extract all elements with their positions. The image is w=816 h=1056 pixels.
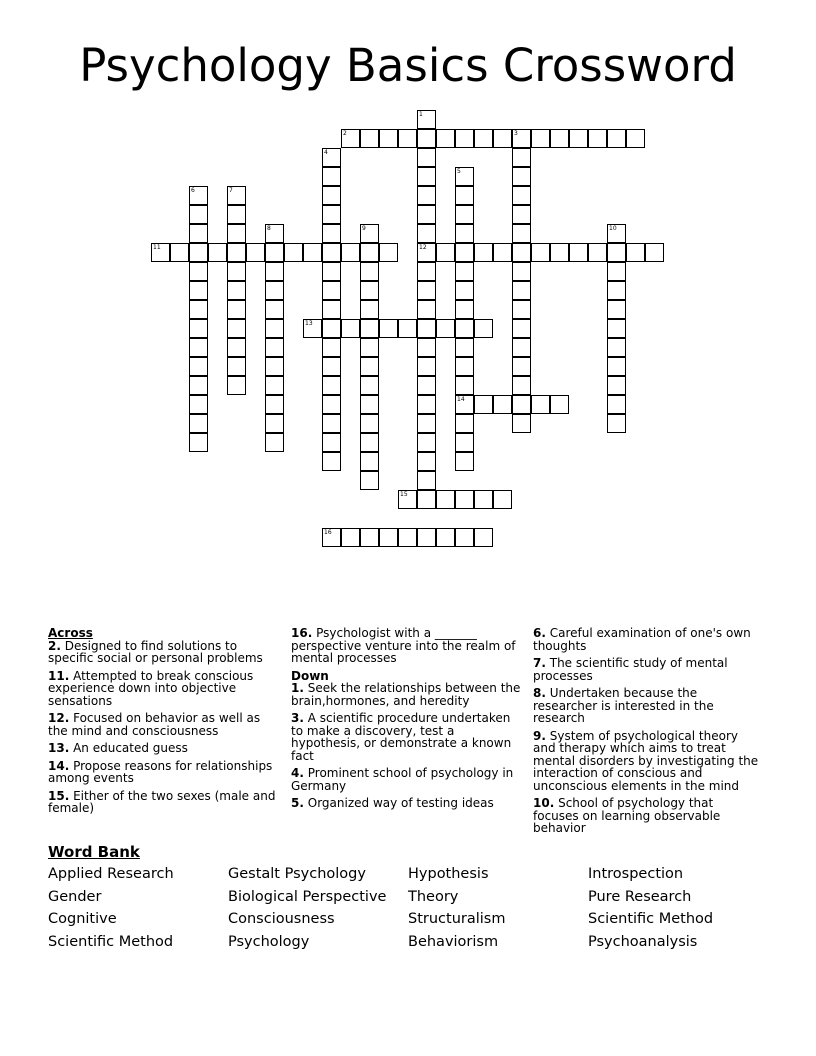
crossword-cell[interactable] <box>455 243 474 262</box>
crossword-cell[interactable] <box>398 490 417 509</box>
crossword-cell[interactable] <box>227 376 246 395</box>
word-bank-item: Cognitive <box>48 911 117 928</box>
clue-number: 16 <box>324 529 332 536</box>
crossword-cell[interactable] <box>455 129 474 148</box>
crossword-cell[interactable] <box>322 148 341 167</box>
crossword-cell[interactable] <box>512 243 531 262</box>
crossword-cell[interactable] <box>417 338 436 357</box>
crossword-cell[interactable] <box>474 129 493 148</box>
crossword-cell[interactable] <box>189 205 208 224</box>
crossword-cell[interactable] <box>417 205 436 224</box>
crossword-cell[interactable] <box>227 262 246 281</box>
crossword-cell[interactable] <box>607 338 626 357</box>
crossword-cell[interactable] <box>360 262 379 281</box>
clue-number: 6 <box>191 187 195 194</box>
crossword-cell[interactable] <box>550 395 569 414</box>
crossword-cell[interactable] <box>322 319 341 338</box>
crossword-cell[interactable] <box>360 357 379 376</box>
crossword-cell[interactable] <box>322 205 341 224</box>
crossword-cell[interactable] <box>512 281 531 300</box>
crossword-cell[interactable] <box>360 376 379 395</box>
crossword-cell[interactable] <box>227 338 246 357</box>
crossword-cell[interactable] <box>455 414 474 433</box>
crossword-cell[interactable] <box>474 490 493 509</box>
crossword-cell[interactable] <box>455 452 474 471</box>
crossword-cell[interactable] <box>512 205 531 224</box>
clue-number: 4 <box>324 149 328 156</box>
word-bank-item: Hypothesis <box>408 866 489 882</box>
crossword-cell[interactable] <box>341 528 360 547</box>
clue-across-2: 2. Designed to find solutions to specific social or personal problems <box>48 638 263 665</box>
crossword-cell[interactable] <box>436 528 455 547</box>
clue-down-1: 1. Seek the relationships between the brain,hormones, and heredity <box>291 681 521 708</box>
crossword-cell[interactable] <box>512 129 531 148</box>
clue-down-6: 6. Careful examination of one's own thoughts <box>533 626 751 653</box>
crossword-cell[interactable] <box>436 129 455 148</box>
crossword-cell[interactable] <box>322 338 341 357</box>
clue-across-14: 14. Propose reasons for relationships among events <box>48 758 273 785</box>
crossword-cell[interactable] <box>607 224 626 243</box>
crossword-cell[interactable] <box>208 243 227 262</box>
clue-number: 11 <box>153 244 161 251</box>
crossword-cell[interactable] <box>265 376 284 395</box>
crossword-cell[interactable] <box>227 205 246 224</box>
word-bank-item: Scientific Method <box>48 934 174 951</box>
clue-number: 13 <box>305 320 313 327</box>
clue-down-10: 10. School of psychology that focuses on learning observable behavior <box>533 796 721 835</box>
crossword-cell[interactable] <box>455 528 474 547</box>
crossword-cell[interactable] <box>417 300 436 319</box>
clues-column-1 <box>48 627 278 820</box>
crossword-cell[interactable] <box>607 357 626 376</box>
word-bank-item: Gender <box>48 888 102 905</box>
crossword-cell[interactable] <box>189 243 208 262</box>
crossword-cell[interactable] <box>322 186 341 205</box>
clue-across-16: 16. Psychologist with a _______ perspective venture into the realm of mental processes <box>291 626 516 665</box>
crossword-cell[interactable] <box>417 110 436 129</box>
clue-number: 1 <box>419 111 423 118</box>
crossword-cell[interactable] <box>360 319 379 338</box>
page-title: Psychology Basics Crossword <box>79 39 737 92</box>
crossword-cell[interactable] <box>436 490 455 509</box>
crossword-cell[interactable] <box>531 395 550 414</box>
clues-column-3 <box>533 627 761 840</box>
crossword-cell[interactable] <box>550 243 569 262</box>
word-bank-item: Theory <box>408 888 459 905</box>
crossword-cell[interactable] <box>322 262 341 281</box>
crossword-cell[interactable] <box>322 376 341 395</box>
crossword-cell[interactable] <box>189 319 208 338</box>
crossword-cell[interactable] <box>455 433 474 452</box>
down-heading: Down <box>291 668 329 683</box>
crossword-cell[interactable] <box>455 338 474 357</box>
crossword-cell[interactable] <box>379 129 398 148</box>
crossword-cell[interactable] <box>227 186 246 205</box>
crossword-cell[interactable] <box>265 224 284 243</box>
crossword-cell[interactable] <box>265 243 284 262</box>
crossword-cell[interactable] <box>455 376 474 395</box>
crossword-cell[interactable] <box>474 528 493 547</box>
crossword-cell[interactable] <box>284 243 303 262</box>
word-bank-item: Scientific Method <box>588 911 714 928</box>
crossword-cell[interactable] <box>417 471 436 490</box>
crossword-cell[interactable] <box>227 319 246 338</box>
crossword-cell[interactable] <box>265 414 284 433</box>
clue-down-4: 4. Prominent school of psychology in Germany <box>291 766 514 793</box>
crossword-cell[interactable] <box>322 452 341 471</box>
clue-down-5: 5. Organized way of testing ideas <box>291 796 494 810</box>
crossword-cell[interactable] <box>379 243 398 262</box>
crossword-cell[interactable] <box>569 129 588 148</box>
crossword-cell[interactable] <box>322 224 341 243</box>
crossword-cell[interactable] <box>322 281 341 300</box>
crossword-cell[interactable] <box>189 281 208 300</box>
clue-number: 10 <box>609 225 617 232</box>
crossword-cell[interactable] <box>227 224 246 243</box>
clues-column-2 <box>291 627 523 815</box>
crossword-cell[interactable] <box>626 129 645 148</box>
clue-across-13: 13. An educated guess <box>48 741 188 755</box>
crossword-cell[interactable] <box>417 186 436 205</box>
crossword-cell[interactable] <box>227 281 246 300</box>
crossword-cell[interactable] <box>151 243 170 262</box>
crossword-cell[interactable] <box>360 528 379 547</box>
crossword-cell[interactable] <box>303 243 322 262</box>
crossword-cell[interactable] <box>474 395 493 414</box>
crossword-cell[interactable] <box>512 319 531 338</box>
clue-number: 2 <box>343 130 347 137</box>
crossword-cell[interactable] <box>417 129 436 148</box>
crossword-cell[interactable] <box>360 414 379 433</box>
crossword-cell[interactable] <box>607 376 626 395</box>
crossword-cell[interactable] <box>607 262 626 281</box>
crossword-cell[interactable] <box>455 319 474 338</box>
crossword-cell[interactable] <box>645 243 664 262</box>
crossword-cell[interactable] <box>360 129 379 148</box>
crossword-cell[interactable] <box>417 243 436 262</box>
clue-number: 8 <box>267 225 271 232</box>
crossword-cell[interactable] <box>360 452 379 471</box>
crossword-cell[interactable] <box>512 262 531 281</box>
crossword-cell[interactable] <box>417 224 436 243</box>
crossword-cell[interactable] <box>417 319 436 338</box>
crossword-cell[interactable] <box>417 357 436 376</box>
crossword-cell[interactable] <box>512 167 531 186</box>
crossword-cell[interactable] <box>189 338 208 357</box>
word-bank-heading: Word Bank <box>48 843 140 861</box>
crossword-cell[interactable] <box>417 281 436 300</box>
clue-down-3: 3. A scientific procedure undertaken to make a discovery, test a hypothesis, or demonstrate a known fact <box>291 711 512 763</box>
crossword-cell[interactable] <box>227 243 246 262</box>
crossword-cell[interactable] <box>512 395 531 414</box>
crossword-cell[interactable] <box>360 243 379 262</box>
word-bank-item: Psychoanalysis <box>588 934 698 951</box>
crossword-cell[interactable] <box>512 186 531 205</box>
word-bank-item: Gestalt Psychology <box>228 866 366 882</box>
crossword-cell[interactable] <box>379 319 398 338</box>
crossword-cell[interactable] <box>265 357 284 376</box>
crossword-cell[interactable] <box>341 129 360 148</box>
crossword-cell[interactable] <box>265 433 284 452</box>
crossword-cell[interactable] <box>417 395 436 414</box>
word-bank-item: Introspection <box>588 866 684 882</box>
clue-number: 12 <box>419 244 427 251</box>
crossword-cell[interactable] <box>322 167 341 186</box>
crossword-cell[interactable] <box>588 129 607 148</box>
crossword-cell[interactable] <box>493 395 512 414</box>
crossword-cell[interactable] <box>493 243 512 262</box>
crossword-cell[interactable] <box>417 490 436 509</box>
crossword-cell[interactable] <box>531 129 550 148</box>
crossword-cell[interactable] <box>512 224 531 243</box>
crossword-cell[interactable] <box>227 357 246 376</box>
crossword-cell[interactable] <box>360 224 379 243</box>
clue-number: 7 <box>229 187 233 194</box>
crossword-cell[interactable] <box>322 414 341 433</box>
crossword-cell[interactable] <box>607 281 626 300</box>
crossword-cell[interactable] <box>170 243 189 262</box>
crossword-cell[interactable] <box>189 357 208 376</box>
across-heading: Across <box>48 626 93 640</box>
crossword-cell[interactable] <box>417 167 436 186</box>
crossword-cell[interactable] <box>303 319 322 338</box>
clue-number: 14 <box>457 396 465 403</box>
crossword-cell[interactable] <box>626 243 645 262</box>
crossword-cell[interactable] <box>322 243 341 262</box>
crossword-cell[interactable] <box>265 281 284 300</box>
clue-down-7: 7. The scientific study of mental processes <box>533 656 728 683</box>
crossword-cell[interactable] <box>189 395 208 414</box>
crossword-cell[interactable] <box>341 319 360 338</box>
crossword-cell[interactable] <box>512 338 531 357</box>
crossword-cell[interactable] <box>569 243 588 262</box>
crossword-cell[interactable] <box>322 300 341 319</box>
crossword-cell[interactable] <box>322 357 341 376</box>
crossword-cell[interactable] <box>531 243 550 262</box>
word-bank-item: Pure Research <box>588 888 692 905</box>
crossword-cell[interactable] <box>512 376 531 395</box>
crossword-cell[interactable] <box>436 319 455 338</box>
crossword-cell[interactable] <box>360 281 379 300</box>
crossword-cell[interactable] <box>189 186 208 205</box>
clue-number: 9 <box>362 225 366 232</box>
clue-number: 5 <box>457 168 461 175</box>
word-bank-item: Biological Perspective <box>228 888 387 905</box>
crossword-cell[interactable] <box>455 186 474 205</box>
crossword-cell[interactable] <box>436 243 455 262</box>
crossword-cell[interactable] <box>607 300 626 319</box>
clue-across-12: 12. Focused on behavior as well as the mind and consciousness <box>48 711 261 738</box>
crossword-cell[interactable] <box>189 433 208 452</box>
crossword-cell[interactable] <box>607 243 626 262</box>
crossword-cell[interactable] <box>607 129 626 148</box>
crossword-cell[interactable] <box>455 167 474 186</box>
crossword-cell[interactable] <box>512 300 531 319</box>
crossword-cell[interactable] <box>360 338 379 357</box>
crossword-cell[interactable] <box>455 357 474 376</box>
clue-down-9: 9. System of psychological theory and therapy which aims to treat mental disorders by investigating the interaction of conscious and unconscious elements in the mind <box>533 728 759 793</box>
crossword-cell[interactable] <box>265 338 284 357</box>
crossword-cell[interactable] <box>512 357 531 376</box>
crossword-cell[interactable] <box>455 281 474 300</box>
crossword-cell[interactable] <box>189 300 208 319</box>
crossword-cell[interactable] <box>455 224 474 243</box>
crossword-cell[interactable] <box>455 490 474 509</box>
crossword-cell[interactable] <box>398 129 417 148</box>
crossword-cell[interactable] <box>607 414 626 433</box>
clue-number: 3 <box>514 130 518 137</box>
crossword-cell[interactable] <box>607 395 626 414</box>
crossword-cell[interactable] <box>455 205 474 224</box>
crossword-cell[interactable] <box>360 471 379 490</box>
clue-across-11: 11. Attempted to break conscious experience down into objective sensations <box>48 668 254 708</box>
crossword-cell[interactable] <box>189 262 208 281</box>
crossword-cell[interactable] <box>455 300 474 319</box>
crossword-cell[interactable] <box>189 376 208 395</box>
crossword-cell[interactable] <box>398 528 417 547</box>
crossword-cell[interactable] <box>493 490 512 509</box>
crossword-cell[interactable] <box>550 129 569 148</box>
crossword-cell[interactable] <box>588 243 607 262</box>
crossword-cell[interactable] <box>227 300 246 319</box>
word-bank-item: Applied Research <box>48 866 174 882</box>
crossword-cell[interactable] <box>493 129 512 148</box>
crossword-cell[interactable] <box>417 433 436 452</box>
crossword-cell[interactable] <box>322 433 341 452</box>
clue-down-8: 8. Undertaken because the researcher is interested in the research <box>533 686 714 725</box>
crossword-cell[interactable] <box>417 148 436 167</box>
crossword-cell[interactable] <box>189 224 208 243</box>
crossword-cell[interactable] <box>265 395 284 414</box>
crossword-cell[interactable] <box>322 528 341 547</box>
crossword-cell[interactable] <box>246 243 265 262</box>
crossword-cell[interactable] <box>360 433 379 452</box>
word-bank-item: Behaviorism <box>408 934 499 951</box>
crossword-cell[interactable] <box>455 262 474 281</box>
crossword-cell[interactable] <box>417 452 436 471</box>
crossword-cell[interactable] <box>417 414 436 433</box>
clue-across-15: 15. Either of the two sexes (male and female) <box>48 788 276 815</box>
crossword-cell[interactable] <box>265 300 284 319</box>
crossword-cell[interactable] <box>265 319 284 338</box>
crossword-cell[interactable] <box>607 319 626 338</box>
crossword-cell[interactable] <box>417 528 436 547</box>
crossword-cell[interactable] <box>455 395 474 414</box>
crossword-cell[interactable] <box>512 414 531 433</box>
crossword-cell[interactable] <box>189 414 208 433</box>
crossword-cell[interactable] <box>417 376 436 395</box>
crossword-cell[interactable] <box>512 148 531 167</box>
crossword-cell[interactable] <box>417 262 436 281</box>
word-bank-item: Consciousness <box>228 911 335 928</box>
crossword-cell[interactable] <box>360 395 379 414</box>
crossword-cell[interactable] <box>474 243 493 262</box>
clue-number: 15 <box>400 491 408 498</box>
word-bank-item: Psychology <box>228 934 310 951</box>
crossword-cell[interactable] <box>398 319 417 338</box>
word-bank <box>48 866 788 957</box>
crossword-cell[interactable] <box>379 528 398 547</box>
crossword-cell[interactable] <box>341 243 360 262</box>
crossword-cell[interactable] <box>360 300 379 319</box>
crossword-cell[interactable] <box>265 262 284 281</box>
word-bank-item: Structuralism <box>408 911 506 928</box>
crossword-cell[interactable] <box>474 319 493 338</box>
crossword-cell[interactable] <box>322 395 341 414</box>
